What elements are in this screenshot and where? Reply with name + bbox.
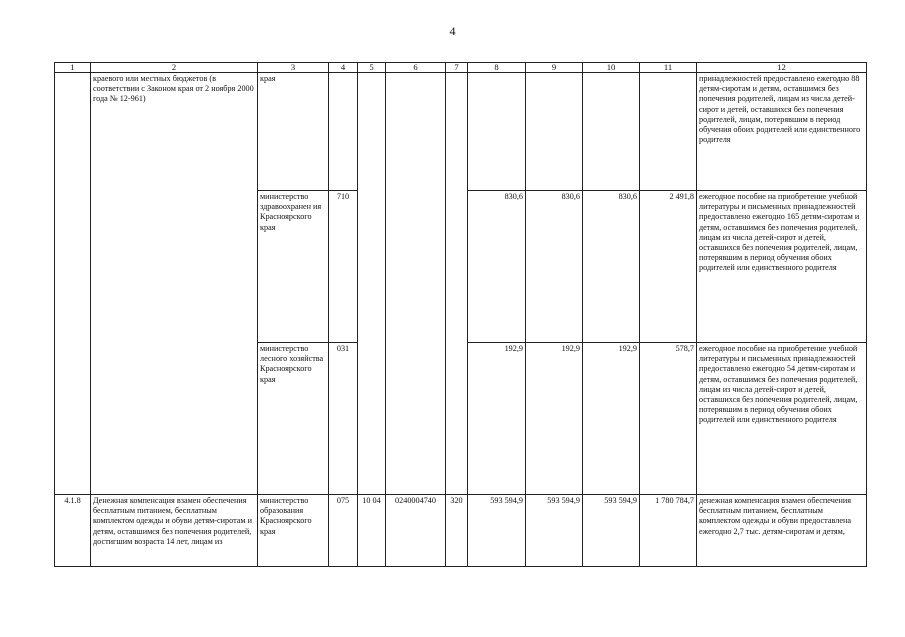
col-header: 4 [329, 63, 358, 73]
target-cell: 0240004740 [386, 495, 446, 567]
col-header: 11 [640, 63, 697, 73]
col-header: 7 [446, 63, 468, 73]
administrator-cell: министерство здравоохранен ия Красноярского края [258, 191, 329, 343]
col-header: 5 [358, 63, 386, 73]
col-header: 9 [526, 63, 583, 73]
value-cell: 593 594,9 [583, 495, 640, 567]
table-row [55, 495, 867, 567]
column-number-row [55, 63, 867, 73]
col-header: 1 [55, 63, 91, 73]
value-cell: 830,6 [468, 191, 526, 343]
value-cell: 192,9 [468, 343, 526, 495]
value-cell: 593 594,9 [526, 495, 583, 567]
item-description: краевого или местных бюджетов (в соответствии с Законом края от 2 ноября 2000 года № 12-961) [91, 73, 258, 495]
administrator-cell: министерство образования Красноярского края [258, 495, 329, 567]
col-header: 12 [697, 63, 867, 73]
col-header: 2 [91, 63, 258, 73]
item-number: 4.1.8 [55, 495, 91, 567]
result-cell: принадлежностей предоставлено ежегодно 88 детям-сиротам и детям, оставшимся без попечения родителей, лицам из числа детей-сирот и детей, оставшихся без попечения родителей, лицам, потерявшим в период обучения обоих родителей или единственного родителя [697, 73, 867, 191]
total-cell: 1 780 784,7 [640, 495, 697, 567]
value-cell: 830,6 [583, 191, 640, 343]
budget-table [54, 62, 867, 567]
administrator-cell: министерство лесного хозяйства Красноярского края [258, 343, 329, 495]
administrator-cell: края [258, 73, 329, 191]
code-cell: 031 [329, 343, 358, 495]
section-cell: 10 04 [358, 495, 386, 567]
value-cell: 192,9 [583, 343, 640, 495]
result-cell: денежная компенсация взамен обеспечения бесплатным питанием, бесплатным комплектом одежды и обуви предоставлена ежегодно 2,7 тыс. детям-сиротам и детям, [697, 495, 867, 567]
value-cell: 830,6 [526, 191, 583, 343]
col-header: 3 [258, 63, 329, 73]
code-cell: 710 [329, 191, 358, 343]
result-cell: ежегодное пособие на приобретение учебной литературы и письменных принадлежностей предоставлено ежегодно 165 детям-сиротам и детям, оставшимся без попечения родителей, лицам из числа детей-сирот и детей, оставшихся без попечения родителей, лицам, потерявшим в период обучения обоих родителей или единственного родителя [697, 191, 867, 343]
total-cell: 578,7 [640, 343, 697, 495]
code-cell: 075 [329, 495, 358, 567]
col-header: 10 [583, 63, 640, 73]
expense-type-cell: 320 [446, 495, 468, 567]
item-description: Денежная компенсация взамен обеспечения бесплатным питанием, бесплатным комплектом одежды и обуви детям-сиротам и детям, оставшимся без попечения родителей, достигшим возраста 14 лет, лицам из [91, 495, 258, 567]
col-header: 6 [386, 63, 446, 73]
table-row [55, 73, 867, 191]
value-cell: 192,9 [526, 343, 583, 495]
total-cell: 2 491,8 [640, 191, 697, 343]
col-header: 8 [468, 63, 526, 73]
page-number: 4 [449, 24, 456, 38]
value-cell: 593 594,9 [468, 495, 526, 567]
result-cell: ежегодное пособие на приобретение учебной литературы и письменных принадлежностей предоставлено ежегодно 54 детям-сиротам и детям, оставшимся без попечения родителей, лицам из числа детей-сирот и детей, оставшихся без попечения родителей, лицам, потерявшим в период обучения обоих родителей или единственного родителя [697, 343, 867, 495]
